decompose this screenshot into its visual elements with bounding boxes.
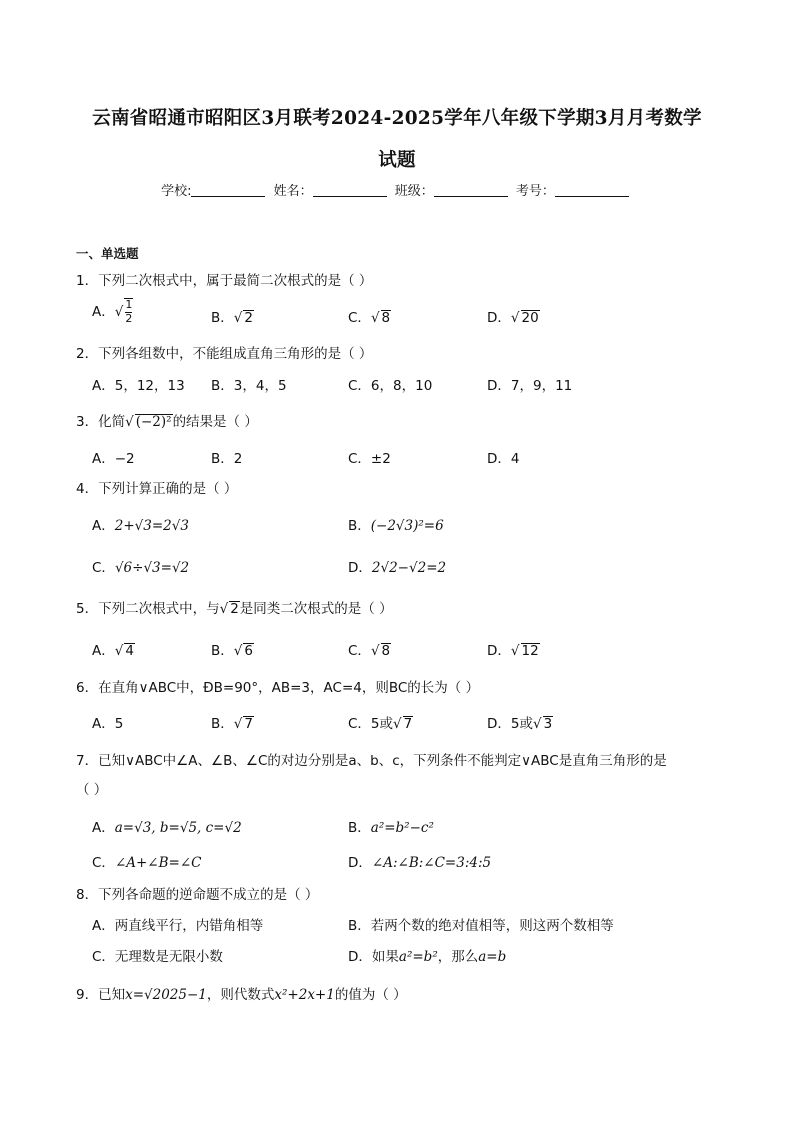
question-6-stem: 6．在直角∨ABC中，ÐB=90°，AB=3，AC=4，则BC的长为（ ） [76,680,480,696]
question-9-stem: 9．已知x=√2025−1，则代数式x²+2x+1的值为（ ） [76,987,407,1003]
question-7-stem-line1: 7．已知∨ABC中∠A、∠B、∠C的对边分别是a、b、c，下列条件不能判定∨ABC是直角三角形的是 [76,753,667,769]
class-blank[interactable] [434,183,508,197]
class-label: 班级： [394,184,434,199]
page-title-line1: 云南省昭通市昭阳区3月联考2024-2025学年八年级下学期3月月考数学 [92,108,702,129]
q6-option-b: B．√ 7 [211,716,253,732]
q8-option-c: C．无理数是无限小数 [92,949,223,965]
question-5-stem: 5．下列二次根式中，与√ 2是同类二次根式的是（ ） [76,601,393,617]
question-2-stem: 2．下列各组数中，不能组成直角三角形的是（ ） [76,346,373,362]
question-7-stem-line2: （ ） [76,782,108,798]
school-label: 学校: [161,184,192,199]
q7-option-d: D．∠A:∠B:∠C=3:4:5 [348,855,492,871]
exam-no-blank[interactable] [555,183,629,197]
q4-option-c: C．√6÷√3=√2 [92,560,190,576]
q1-option-c: C．√ 8 [348,310,391,326]
q4-option-d: D．2√2−√2=2 [348,560,447,576]
student-info-line [0,180,794,199]
q7-option-c: C．∠A+∠B=∠C [92,855,202,871]
q8-option-b: B．若两个数的绝对值相等，则这两个数相等 [348,918,614,934]
q1-option-d: D．√ 20 [487,310,539,326]
question-3-stem: 3．化简√ (−2)²的结果是（ ） [76,414,258,430]
name-label: 姓名： [273,184,313,199]
question-8-stem: 8．下列各命题的逆命题不成立的是（ ） [76,887,319,903]
q3-option-c: C．±2 [348,451,391,467]
q6-option-a: A．5 [92,716,124,732]
q2-option-c: C．6，8，10 [348,378,433,394]
school-blank[interactable] [191,183,265,197]
exam-no-label: 考号： [515,184,555,199]
q4-option-a: A．2+√3=2√3 [92,518,189,534]
section-heading: 一、单选题 [76,246,139,261]
q2-option-a: A．5，12，13 [92,378,185,394]
q5-option-d: D．√ 12 [487,643,539,659]
name-blank[interactable] [313,183,387,197]
q7-option-a: A．a=√3, b=√5, c=√2 [92,820,242,836]
q2-option-b: B．3，4，5 [211,378,287,394]
question-1-stem: 1．下列二次根式中，属于最简二次根式的是（ ） [76,273,373,289]
q6-option-c: C．5或√ 7 [348,716,413,732]
q3-option-a: A．−2 [92,451,135,467]
q5-option-a: A．√ 4 [92,643,134,659]
q8-option-d: D．如果a²=b²，那么a=b [348,949,507,965]
q3-option-d: D．4 [487,451,520,467]
q4-option-b: B．(−2√3)²=6 [348,518,444,534]
page-title-line2: 试题 [378,150,416,171]
q7-option-b: B．a²=b²−c² [348,820,434,836]
q8-option-a: A．两直线平行，内错角相等 [92,918,264,934]
q2-option-d: D．7，9，11 [487,378,573,394]
q1-option-b: B．√ 2 [211,310,253,326]
question-4-stem: 4．下列计算正确的是（ ） [76,481,238,497]
q5-option-c: C．√ 8 [348,643,391,659]
q5-option-b: B．√ 6 [211,643,253,659]
q6-option-d: D．5或√ 3 [487,716,553,732]
q3-option-b: B．2 [211,451,243,467]
q1-option-a: A．√ $\frac{1}{2}$ [92,298,133,325]
